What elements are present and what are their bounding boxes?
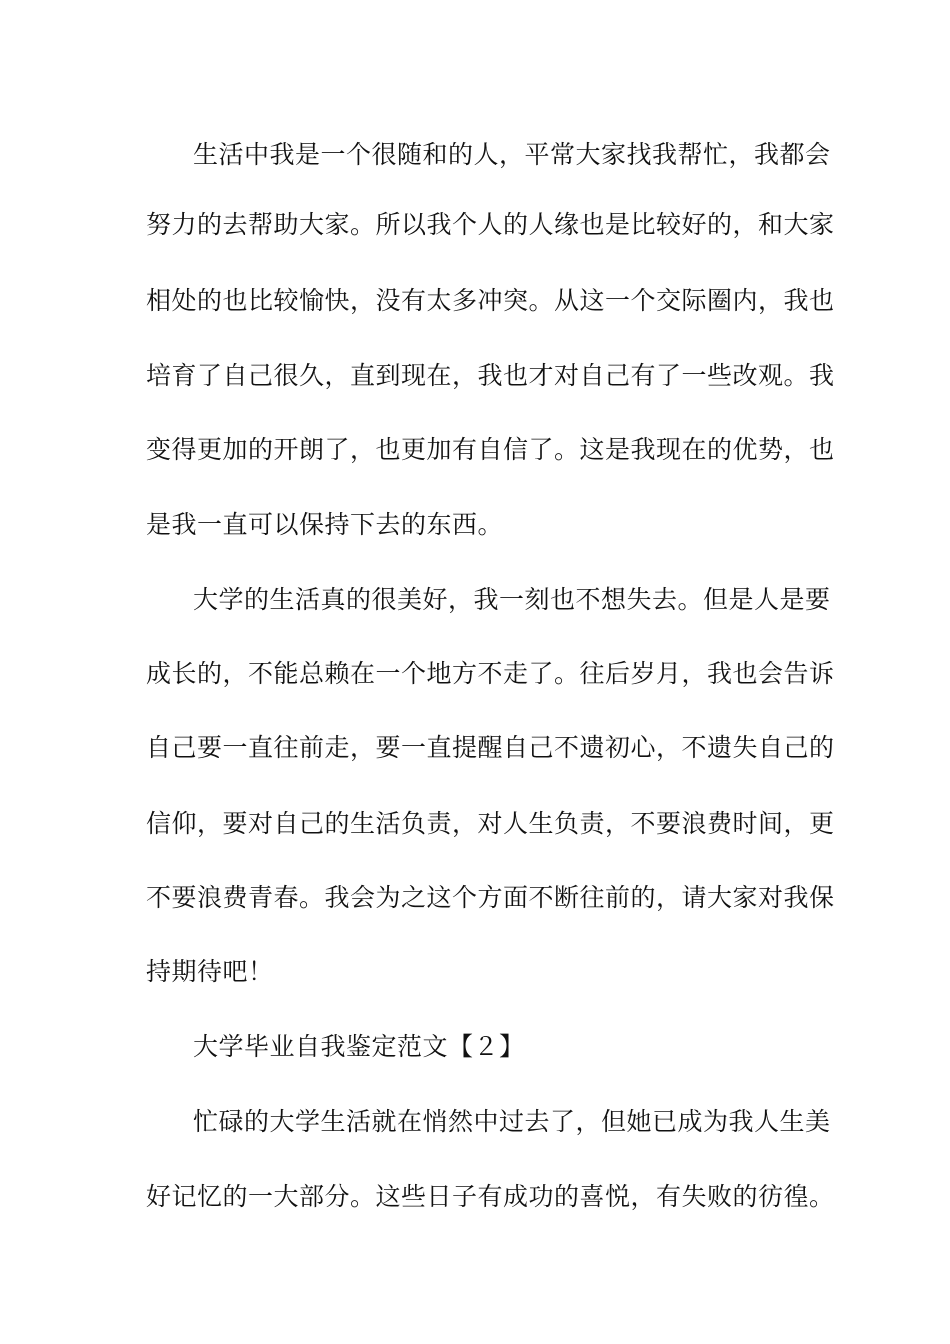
paragraph-3-line-1: 忙碌的大学生活就在悄然中过去了，但她已成为我人生美 bbox=[193, 1107, 831, 1136]
paragraph-1-line-2: 努力的去帮助大家。所以我个人的人缘也是比较好的，和大家 bbox=[146, 210, 835, 239]
paragraph-1-line-1: 生活中我是一个很随和的人，平常大家找我帮忙，我都会 bbox=[193, 140, 831, 169]
paragraph-2-line-6: 持期待吧！ bbox=[146, 957, 274, 986]
paragraph-2-line-3: 自己要一直往前走，要一直提醒自己不遗初心，不遗失自己的 bbox=[146, 733, 835, 762]
paragraph-1-line-5: 变得更加的开朗了，也更加有自信了。这是我现在的优势，也 bbox=[146, 435, 835, 464]
paragraph-1-line-4: 培育了自己很久，直到现在，我也才对自己有了一些改观。我 bbox=[146, 361, 835, 390]
paragraph-1-line-6: 是我一直可以保持下去的东西。 bbox=[146, 510, 504, 539]
paragraph-2-line-2: 成长的，不能总赖在一个地方不走了。往后岁月，我也会告诉 bbox=[146, 659, 835, 688]
paragraph-3-line-2: 好记忆的一大部分。这些日子有成功的喜悦，有失败的彷徨。 bbox=[146, 1182, 835, 1211]
paragraph-2-line-1: 大学的生活真的很美好，我一刻也不想失去。但是人是要 bbox=[193, 585, 831, 614]
paragraph-2-line-4: 信仰，要对自己的生活负责，对人生负责，不要浪费时间，更 bbox=[146, 809, 835, 838]
paragraph-1-line-3: 相处的也比较愉快，没有太多冲突。从这一个交际圈内，我也 bbox=[146, 286, 835, 315]
section-heading: 大学毕业自我鉴定范文【２】 bbox=[193, 1032, 525, 1061]
paragraph-2-line-5: 不要浪费青春。我会为之这个方面不断往前的，请大家对我保 bbox=[146, 883, 835, 912]
